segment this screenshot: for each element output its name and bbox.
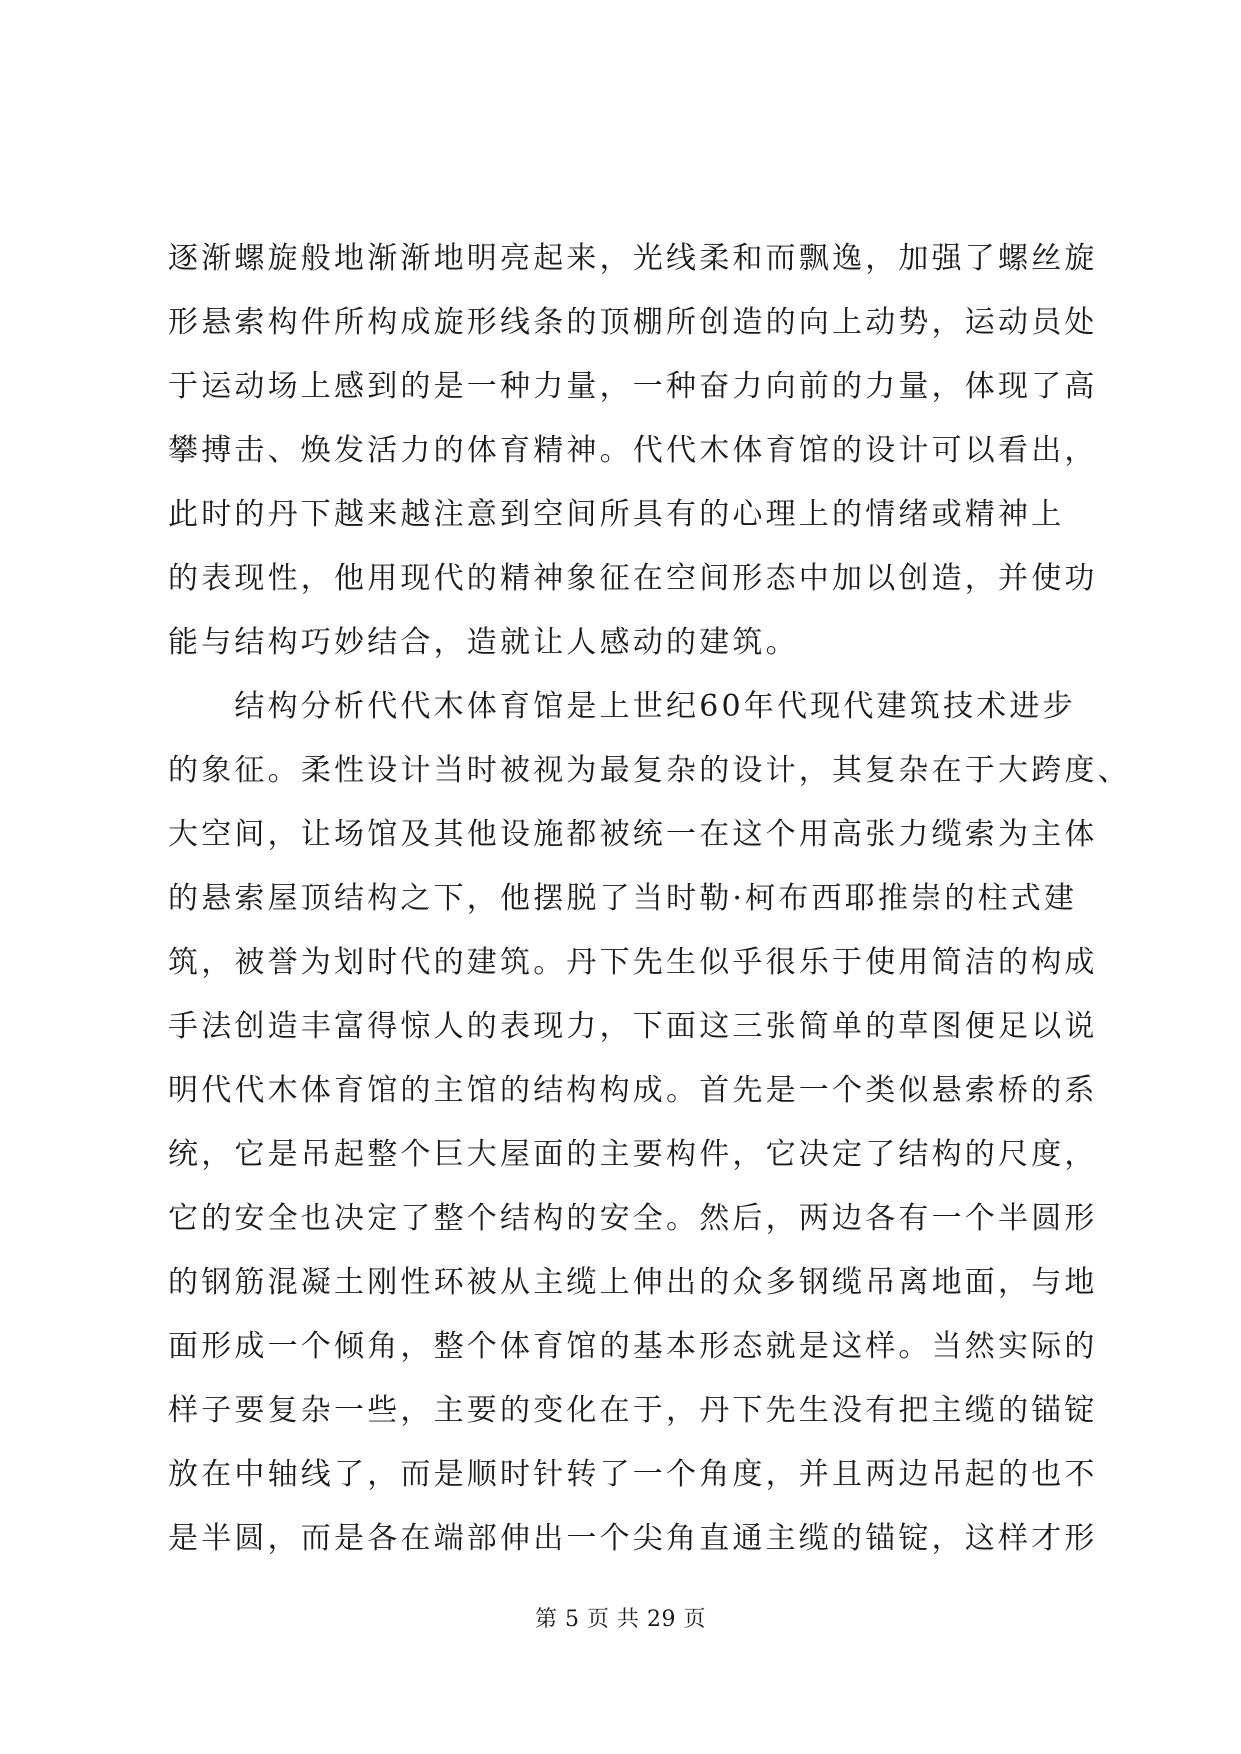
text-line-17: 的钢筋混凝土刚性环被从主缆上伸出的众多钢缆吊离地面，与地: [168, 1265, 1098, 1300]
text-line-4: 攀搏击、焕发活力的体育精神。代代木体育馆的设计可以看出，: [168, 433, 1098, 468]
text-line-20: 放在中轴线了，而是顺时针转了一个角度，并且两边吊起的也不: [168, 1457, 1098, 1492]
text-line-2: 形悬索构件所构成旋形线条的顶棚所创造的向上动势，运动员处: [168, 305, 1098, 340]
text-line-10: 大空间，让场馆及其他设施都被统一在这个用高张力缆索为主体: [168, 817, 1098, 852]
text-line-16: 它的安全也决定了整个结构的安全。然后，两边各有一个半圆形: [168, 1201, 1098, 1236]
text-line-1: 逐渐螺旋般地渐渐地明亮起来，光线柔和而飘逸，加强了螺丝旋: [168, 241, 1098, 276]
text-line-12: 筑，被誉为划时代的建筑。丹下先生似乎很乐于使用简洁的构成: [168, 945, 1098, 980]
text-line-5: 此时的丹下越来越注意到空间所具有的心理上的情绪或精神上: [168, 497, 1065, 532]
text-line-6: 的表现性，他用现代的精神象征在空间形态中加以创造，并使功: [168, 561, 1098, 596]
text-line-15: 统，它是吊起整个巨大屋面的主要构件，它决定了结构的尺度，: [168, 1137, 1098, 1172]
text-line-21: 是半圆，而是各在端部伸出一个尖角直通主缆的锚锭，这样才形: [168, 1521, 1098, 1556]
text-line-13: 手法创造丰富得惊人的表现力，下面这三张简单的草图便足以说: [168, 1009, 1098, 1044]
text-line-7: 能与结构巧妙结合，造就让人感动的建筑。: [168, 625, 799, 660]
text-line-3: 于运动场上感到的是一种力量，一种奋力向前的力量，体现了高: [168, 369, 1098, 404]
text-line-11: 的悬索屋顶结构之下，他摆脱了当时勒·柯布西耶推崇的柱式建: [168, 881, 1078, 916]
text-line-14: 明代代木体育馆的主馆的结构构成。首先是一个类似悬索桥的系: [168, 1073, 1098, 1108]
page-number: 第 5 页 共 29 页: [535, 1607, 706, 1632]
text-line-18: 面形成一个倾角，整个体育馆的基本形态就是这样。当然实际的: [168, 1329, 1098, 1364]
text-line-9: 的象征。柔性设计当时被视为最复杂的设计，其复杂在于大跨度、: [168, 753, 1131, 788]
text-line-8: 结构分析代代木体育馆是上世纪60年代现代建筑技术进步: [168, 689, 1076, 724]
body-text: [168, 227, 1131, 1571]
text-line-19: 样子要复杂一些，主要的变化在于，丹下先生没有把主缆的锚锭: [168, 1393, 1098, 1428]
